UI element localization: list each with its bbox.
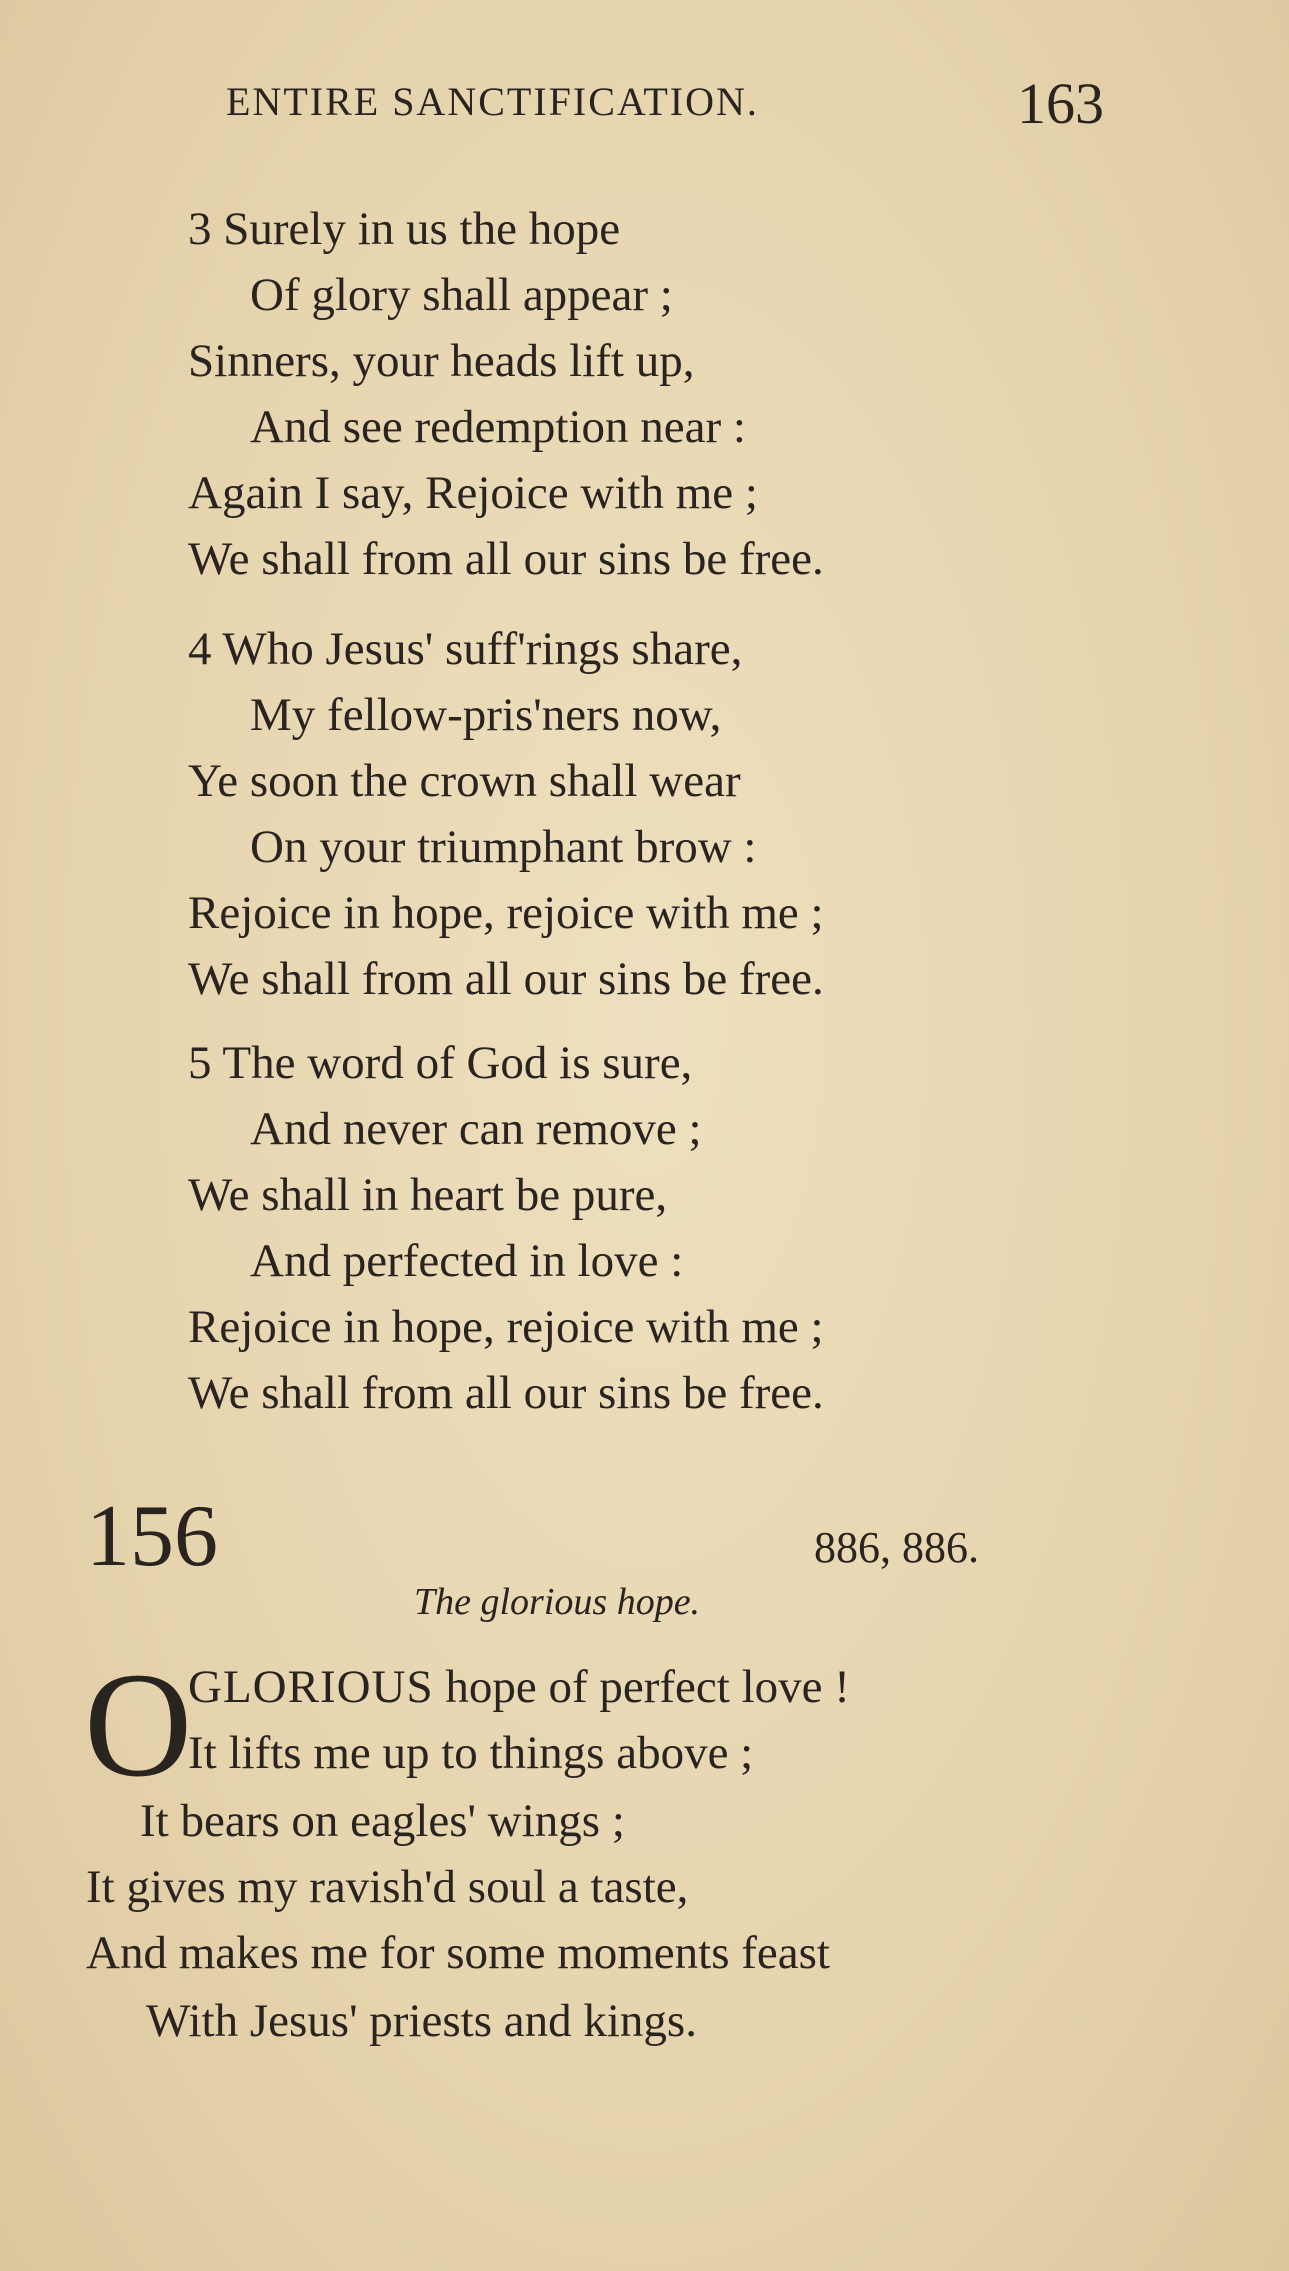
stanza-line: Rejoice in hope, rejoice with me ; [188,1301,824,1353]
stanza-line: And see redemption near : [250,401,746,453]
drop-cap: O [84,1642,193,1808]
stanza-line: We shall from all our sins be free. [188,953,824,1005]
stanza-line: Of glory shall appear ; [250,269,673,321]
hymn-meter: 886, 886. [814,1523,979,1572]
stanza-line: Ye soon the crown shall wear [188,755,741,807]
hymn-line: It bears on eagles' wings ; [140,1795,625,1847]
stanza-line: We shall in heart be pure, [188,1169,668,1221]
hymn-line: With Jesus' priests and kings. [146,1995,697,2047]
hymn-subtitle: The glorious hope. [414,1581,701,1623]
stanza-line: 4 Who Jesus' suff'rings share, [188,623,743,675]
hymn-line: It lifts me up to things above ; [188,1727,754,1779]
stanza-line: Again I say, Rejoice with me ; [188,467,758,519]
stanza-line: Sinners, your heads lift up, [188,335,695,387]
stanza-line: We shall from all our sins be free. [188,1367,824,1419]
stanza-line: 3 Surely in us the hope [188,203,621,255]
stanza-line: My fellow-pris'ners now, [250,689,722,741]
stanza-line: On your triumphant brow : [250,821,757,873]
hymn-line: And makes me for some moments feast [86,1927,830,1979]
stanza-5 [188,1030,1248,1426]
hymn-line: It gives my ravish'd soul a taste, [86,1861,689,1913]
stanza-4 [188,616,1248,1012]
stanza-line: We shall from all our sins be free. [188,533,824,585]
hymn-number: 156 [86,1488,218,1585]
stanza-3 [188,196,1248,592]
first-line-caps: GLORIOUS [188,1661,434,1713]
stanza-line: And perfected in love : [250,1235,684,1287]
hymn-first-line [188,1660,850,1714]
stanza-line: And never can remove ; [250,1103,702,1155]
stanza-line: 5 The word of God is sure, [188,1037,693,1089]
page-number: 163 [1017,71,1104,136]
stanza-line: Rejoice in hope, rejoice with me ; [188,887,824,939]
running-head: ENTIRE SANCTIFICATION. [226,79,759,124]
first-line-rest: hope of perfect love ! [433,1661,850,1713]
